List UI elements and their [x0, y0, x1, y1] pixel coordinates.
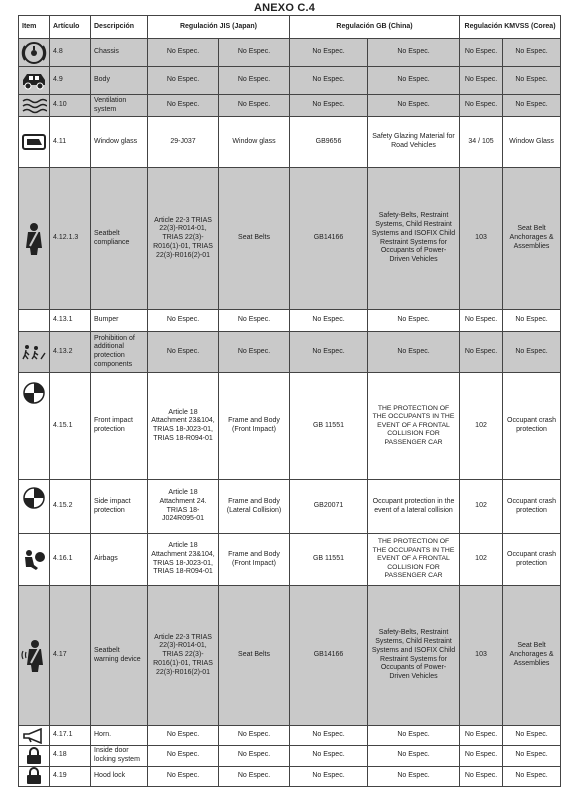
header-articulo: Artículo	[50, 16, 91, 39]
cell-jis-code: No Espec.	[148, 310, 219, 332]
cell-jis-title: No Espec.	[219, 766, 290, 786]
cell-kmvss-code: No Espec.	[460, 95, 503, 117]
cell-descripcion: Side impact protection	[91, 480, 148, 534]
cell-jis-code: No Espec.	[148, 726, 219, 746]
table-row	[19, 746, 561, 767]
cell-articulo: 4.12.1.3	[50, 168, 91, 310]
cell-descripcion: Prohibition of additional protection components	[91, 332, 148, 373]
header-descripcion: Descripción	[91, 16, 148, 39]
cell-jis-code: No Espec.	[148, 332, 219, 373]
cell-kmvss-code: No Espec.	[460, 39, 503, 67]
cell-articulo: 4.9	[50, 67, 91, 95]
cell-kmvss-title: Seat Belt Anchorages & Assemblies	[503, 586, 561, 726]
horn-icon	[19, 726, 50, 746]
cell-jis-code: Article 22-3 TRIAS 22(3)-R014-01, TRIAS 22(3)-R016(1)-01, TRIAS 22(3)-R016(2)-01	[148, 168, 219, 310]
cell-kmvss-title: No Espec.	[503, 726, 561, 746]
cell-jis-title: Seat Belts	[219, 586, 290, 726]
cell-articulo: 4.17.1	[50, 726, 91, 746]
chassis-icon	[19, 39, 50, 67]
cell-articulo: 4.19	[50, 766, 91, 786]
cell-kmvss-title: No Espec.	[503, 310, 561, 332]
cell-jis-title: Seat Belts	[219, 168, 290, 310]
table-row	[19, 168, 561, 310]
cell-gb-title: No Espec.	[368, 67, 460, 95]
cell-jis-title: Frame and Body (Lateral Collision)	[219, 480, 290, 534]
cell-gb-title: No Espec.	[368, 332, 460, 373]
cell-jis-code: Article 22-3 TRIAS 22(3)-R014-01, TRIAS 22(3)-R016(1)-01, TRIAS 22(3)-R016(2)-01	[148, 586, 219, 726]
cell-gb-code: GB9656	[290, 117, 368, 168]
cell-jis-title: No Espec.	[219, 39, 290, 67]
cell-gb-title: Safety-Belts, Restraint Systems, Child Restraint Systems and ISOFIX Child Restraint Systems for Occupants of Power-Driven Vehicles	[368, 168, 460, 310]
cell-kmvss-code: 102	[460, 480, 503, 534]
cell-descripcion: Chassis	[91, 39, 148, 67]
header-gb: Regulación GB (China)	[290, 16, 460, 39]
cell-jis-code: Article 18 Attachment 23&104, TRIAS 18-J023-01, TRIAS 18-R094-01	[148, 534, 219, 586]
regulation-table	[18, 15, 561, 787]
cell-articulo: 4.8	[50, 39, 91, 67]
cell-kmvss-code: 34 / 105	[460, 117, 503, 168]
cell-kmvss-title: No Espec.	[503, 332, 561, 373]
cell-kmvss-title: Occupant crash protection	[503, 534, 561, 586]
table-row	[19, 67, 561, 95]
table-row	[19, 39, 561, 67]
cell-articulo: 4.13.2	[50, 332, 91, 373]
cell-gb-code: GB14166	[290, 168, 368, 310]
table-row	[19, 332, 561, 373]
cell-descripcion: Horn.	[91, 726, 148, 746]
cell-jis-code: 29-J037	[148, 117, 219, 168]
cell-kmvss-title: Occupant crash protection	[503, 373, 561, 480]
cell-gb-title: No Espec.	[368, 39, 460, 67]
table-row	[19, 726, 561, 746]
table-row	[19, 95, 561, 117]
cell-gb-title: THE PROTECTION OF THE OCCUPANTS IN THE EVENT OF A FRONTAL COLLISION FOR PASSENGER CAR	[368, 373, 460, 480]
cell-gb-title: No Espec.	[368, 95, 460, 117]
cell-articulo: 4.10	[50, 95, 91, 117]
table-row	[19, 117, 561, 168]
cell-gb-code: GB 11551	[290, 534, 368, 586]
hood-lock-icon	[19, 766, 50, 786]
cell-kmvss-code: No Espec.	[460, 766, 503, 786]
cell-descripcion: Bumper	[91, 310, 148, 332]
cell-jis-title: No Espec.	[219, 67, 290, 95]
cell-jis-title: Frame and Body (Front Impact)	[219, 534, 290, 586]
cell-descripcion: Front impact protection	[91, 373, 148, 480]
cell-articulo: 4.15.1	[50, 373, 91, 480]
cell-articulo: 4.11	[50, 117, 91, 168]
cell-kmvss-title: No Espec.	[503, 67, 561, 95]
cell-descripcion: Body	[91, 67, 148, 95]
cell-articulo: 4.16.1	[50, 534, 91, 586]
door-lock-icon	[19, 746, 50, 767]
ventilation-icon	[19, 95, 50, 117]
header-item: Item	[19, 16, 50, 39]
cell-jis-code: No Espec.	[148, 766, 219, 786]
table-row	[19, 480, 561, 534]
cell-kmvss-code: 103	[460, 168, 503, 310]
seatbelt-warning-icon	[19, 586, 50, 726]
cell-gb-code: No Espec.	[290, 39, 368, 67]
cell-jis-code: No Espec.	[148, 95, 219, 117]
cell-kmvss-code: 103	[460, 586, 503, 726]
cell-gb-title: Occupant protection in the event of a lateral collision	[368, 480, 460, 534]
cell-gb-code: No Espec.	[290, 67, 368, 95]
cell-descripcion: Ventilation system	[91, 95, 148, 117]
cell-jis-code: No Espec.	[148, 67, 219, 95]
cell-kmvss-code: No Espec.	[460, 310, 503, 332]
cell-gb-title: No Espec.	[368, 766, 460, 786]
cell-kmvss-title: No Espec.	[503, 766, 561, 786]
body-icon	[19, 67, 50, 95]
cell-descripcion: Hood lock	[91, 766, 148, 786]
cell-kmvss-title: No Espec.	[503, 95, 561, 117]
cell-gb-code: No Espec.	[290, 95, 368, 117]
cell-gb-title: No Espec.	[368, 310, 460, 332]
cell-kmvss-title: Seat Belt Anchorages & Assemblies	[503, 168, 561, 310]
table-row	[19, 586, 561, 726]
table-row	[19, 310, 561, 332]
empty-icon-cell	[19, 310, 50, 332]
header-kmvss: Regulación KMVSS (Corea)	[460, 16, 561, 39]
cell-kmvss-code: No Espec.	[460, 67, 503, 95]
airbag-icon	[19, 534, 50, 586]
cell-gb-code: GB 11551	[290, 373, 368, 480]
cell-kmvss-code: No Espec.	[460, 332, 503, 373]
cell-kmvss-code: 102	[460, 534, 503, 586]
cell-jis-code: No Espec.	[148, 746, 219, 767]
cell-gb-title: No Espec.	[368, 746, 460, 767]
cell-kmvss-title: Window Glass	[503, 117, 561, 168]
cell-kmvss-title: Occupant crash protection	[503, 480, 561, 534]
cell-gb-code: No Espec.	[290, 726, 368, 746]
cell-jis-title: No Espec.	[219, 746, 290, 767]
cell-jis-title: No Espec.	[219, 332, 290, 373]
cell-gb-title: Safety-Belts, Restraint Systems, Child Restraint Systems and ISOFIX Child Restraint Systems for Occupants of Power-Driven Vehicles	[368, 586, 460, 726]
cell-jis-code: No Espec.	[148, 39, 219, 67]
table-row	[19, 766, 561, 786]
pedestrian-icon	[19, 332, 50, 373]
cell-jis-code: Article 18 Attachment 24. TRIAS 18-J024R095-01	[148, 480, 219, 534]
crash-target-icon	[19, 480, 50, 534]
cell-gb-title: THE PROTECTION OF THE OCCUPANTS IN THE EVENT OF A FRONTAL COLLISION FOR PASSENGER CAR	[368, 534, 460, 586]
window-glass-icon	[19, 117, 50, 168]
cell-descripcion: Window glass	[91, 117, 148, 168]
cell-gb-code: No Espec.	[290, 310, 368, 332]
cell-descripcion: Seatbelt compliance	[91, 168, 148, 310]
cell-gb-code: No Espec.	[290, 746, 368, 767]
cell-articulo: 4.18	[50, 746, 91, 767]
cell-gb-code: GB14166	[290, 586, 368, 726]
header-row	[19, 16, 561, 39]
cell-articulo: 4.17	[50, 586, 91, 726]
cell-descripcion: Inside door locking system	[91, 746, 148, 767]
cell-kmvss-code: No Espec.	[460, 726, 503, 746]
cell-gb-code: No Espec.	[290, 332, 368, 373]
cell-descripcion: Airbags	[91, 534, 148, 586]
cell-jis-title: No Espec.	[219, 95, 290, 117]
header-jis: Regulación JIS (Japan)	[148, 16, 290, 39]
table-row	[19, 534, 561, 586]
cell-kmvss-code: No Espec.	[460, 746, 503, 767]
cell-gb-title: Safety Glazing Material for Road Vehicles	[368, 117, 460, 168]
cell-jis-title: Frame and Body (Front Impact)	[219, 373, 290, 480]
cell-jis-title: No Espec.	[219, 310, 290, 332]
cell-kmvss-title: No Espec.	[503, 746, 561, 767]
cell-articulo: 4.13.1	[50, 310, 91, 332]
cell-descripcion: Seatbelt warning device	[91, 586, 148, 726]
cell-gb-code: GB20071	[290, 480, 368, 534]
cell-gb-code: No Espec.	[290, 766, 368, 786]
cell-kmvss-code: 102	[460, 373, 503, 480]
cell-gb-title: No Espec.	[368, 726, 460, 746]
cell-kmvss-title: No Espec.	[503, 39, 561, 67]
seatbelt-icon	[19, 168, 50, 310]
crash-target-icon	[19, 373, 50, 480]
cell-jis-code: Article 18 Attachment 23&104, TRIAS 18-J023-01, TRIAS 18-R094-01	[148, 373, 219, 480]
cell-jis-title: Window glass	[219, 117, 290, 168]
document-title: ANEXO C.4	[253, 2, 316, 14]
table-row	[19, 373, 561, 480]
cell-jis-title: No Espec.	[219, 726, 290, 746]
cell-articulo: 4.15.2	[50, 480, 91, 534]
